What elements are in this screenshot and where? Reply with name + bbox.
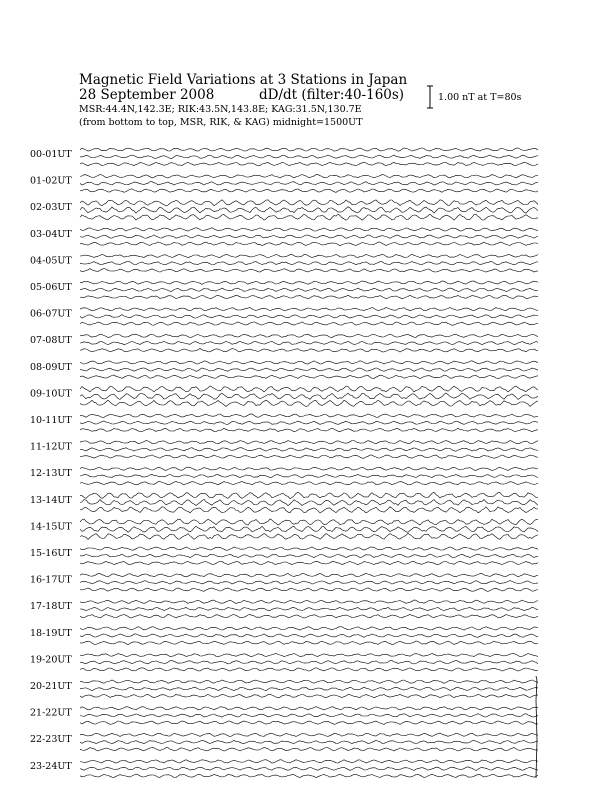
trace-kag <box>80 668 538 671</box>
trace-rik <box>80 262 538 265</box>
trace-msr <box>80 492 538 498</box>
trace-msr <box>80 307 538 310</box>
trace-rik <box>80 607 538 610</box>
trace-kag <box>80 641 538 645</box>
trace-kag <box>80 269 538 273</box>
trace-msr <box>80 653 538 656</box>
row-label: 19-20UT <box>30 654 72 666</box>
trace-msr <box>80 386 538 392</box>
quantity-label: dD/dt (filter:40-160s) <box>259 87 405 103</box>
row-label: 12-13UT <box>30 468 72 480</box>
trace-kag <box>80 375 538 379</box>
row-label: 18-19UT <box>30 627 72 639</box>
row-label: 06-07UT <box>30 308 72 320</box>
trace-kag <box>80 481 538 485</box>
trace-rik <box>80 235 538 239</box>
row-label: 17-18UT <box>30 601 72 613</box>
row-label: 03-04UT <box>30 228 72 240</box>
trace-msr <box>80 627 538 630</box>
trace-rik <box>80 448 538 452</box>
trace-kag <box>80 189 538 193</box>
trace-msr <box>80 600 538 604</box>
row-label: 15-16UT <box>30 548 72 559</box>
scale-bar-label: 1.00 nT at T=80s <box>438 92 522 103</box>
trace-rik <box>80 581 538 585</box>
trace-msr <box>80 441 538 445</box>
trace-msr <box>80 680 538 683</box>
row-label: 10-11UT <box>30 415 72 426</box>
row-label: 22-23UT <box>30 734 72 746</box>
trace-msr <box>80 707 538 710</box>
trace-msr <box>80 547 538 550</box>
row-label: 04-05UT <box>30 255 72 267</box>
row-label: 01-02UT <box>30 175 72 187</box>
trace-msr <box>80 574 538 577</box>
trace-msr <box>80 760 538 763</box>
trace-rik <box>80 554 538 558</box>
trace-rik <box>80 634 538 637</box>
row-label: 16-17UT <box>30 574 72 586</box>
trace-msr <box>80 414 538 417</box>
trace-rik <box>80 155 538 158</box>
trace-rik <box>80 474 538 477</box>
trace-msr <box>80 361 538 364</box>
trace-msr <box>80 148 538 151</box>
trace-rik <box>80 687 538 691</box>
trace-kag <box>80 322 538 325</box>
station-order-note: (from bottom to top, MSR, RIK, & KAG) midnight=1500UT <box>79 117 363 128</box>
row-label: 23-24UT <box>30 760 72 772</box>
row-label: 05-06UT <box>30 282 72 293</box>
station-coordinates: MSR:44.4N,142.3E; RIK:43.5N,143.8E; KAG:31.5N,130.7E <box>79 104 362 115</box>
row-label: 08-09UT <box>30 361 72 373</box>
trace-rik <box>80 207 538 213</box>
trace-rik <box>80 182 538 185</box>
trace-rik <box>80 341 538 345</box>
trace-rik <box>80 393 538 399</box>
chart-title: Magnetic Field Variations at 3 Stations in Japan <box>79 72 408 88</box>
trace-kag <box>80 295 538 299</box>
trace-msr <box>80 254 538 257</box>
trace-kag <box>80 721 538 725</box>
trace-rik <box>80 288 538 292</box>
row-label: 07-08UT <box>30 335 72 347</box>
trace-kag <box>80 561 538 564</box>
row-label: 00-01UT <box>30 149 72 160</box>
row-label: 14-15UT <box>30 521 72 533</box>
trace-kag <box>80 242 538 246</box>
trace-rik <box>80 421 538 424</box>
trace-excursion <box>536 676 537 778</box>
trace-kag <box>80 455 538 458</box>
row-label: 11-12UT <box>30 441 72 453</box>
date-label: 28 September 2008 <box>79 87 215 103</box>
row-label: 09-10UT <box>30 388 72 400</box>
trace-kag <box>80 533 538 539</box>
trace-msr <box>80 519 538 525</box>
trace-kag <box>80 428 538 432</box>
row-label: 20-21UT <box>30 681 72 692</box>
trace-rik <box>80 315 538 319</box>
trace-kag <box>80 747 538 751</box>
trace-rik <box>80 368 538 371</box>
trace-msr <box>80 467 538 470</box>
trace-kag <box>80 774 538 778</box>
trace-kag <box>80 162 538 166</box>
scale-bar <box>427 86 433 108</box>
row-label: 13-14UT <box>30 494 72 506</box>
trace-kag <box>80 507 538 513</box>
trace-kag <box>80 214 538 220</box>
trace-kag <box>80 694 538 698</box>
trace-msr <box>80 334 538 337</box>
trace-rik <box>80 526 538 532</box>
trace-msr <box>80 200 538 206</box>
trace-kag <box>80 588 538 592</box>
trace-msr <box>80 228 538 231</box>
trace-rik <box>80 767 538 771</box>
trace-kag <box>80 614 538 618</box>
trace-msr <box>80 174 538 178</box>
trace-kag <box>80 400 538 406</box>
trace-kag <box>80 349 538 353</box>
trace-rik <box>80 740 538 743</box>
row-label: 21-22UT <box>30 707 72 719</box>
trace-msr <box>80 733 538 737</box>
trace-msr <box>80 281 538 285</box>
trace-rik <box>80 499 538 505</box>
trace-rik <box>80 714 538 717</box>
trace-rik <box>80 661 538 664</box>
row-label: 02-03UT <box>30 202 72 214</box>
